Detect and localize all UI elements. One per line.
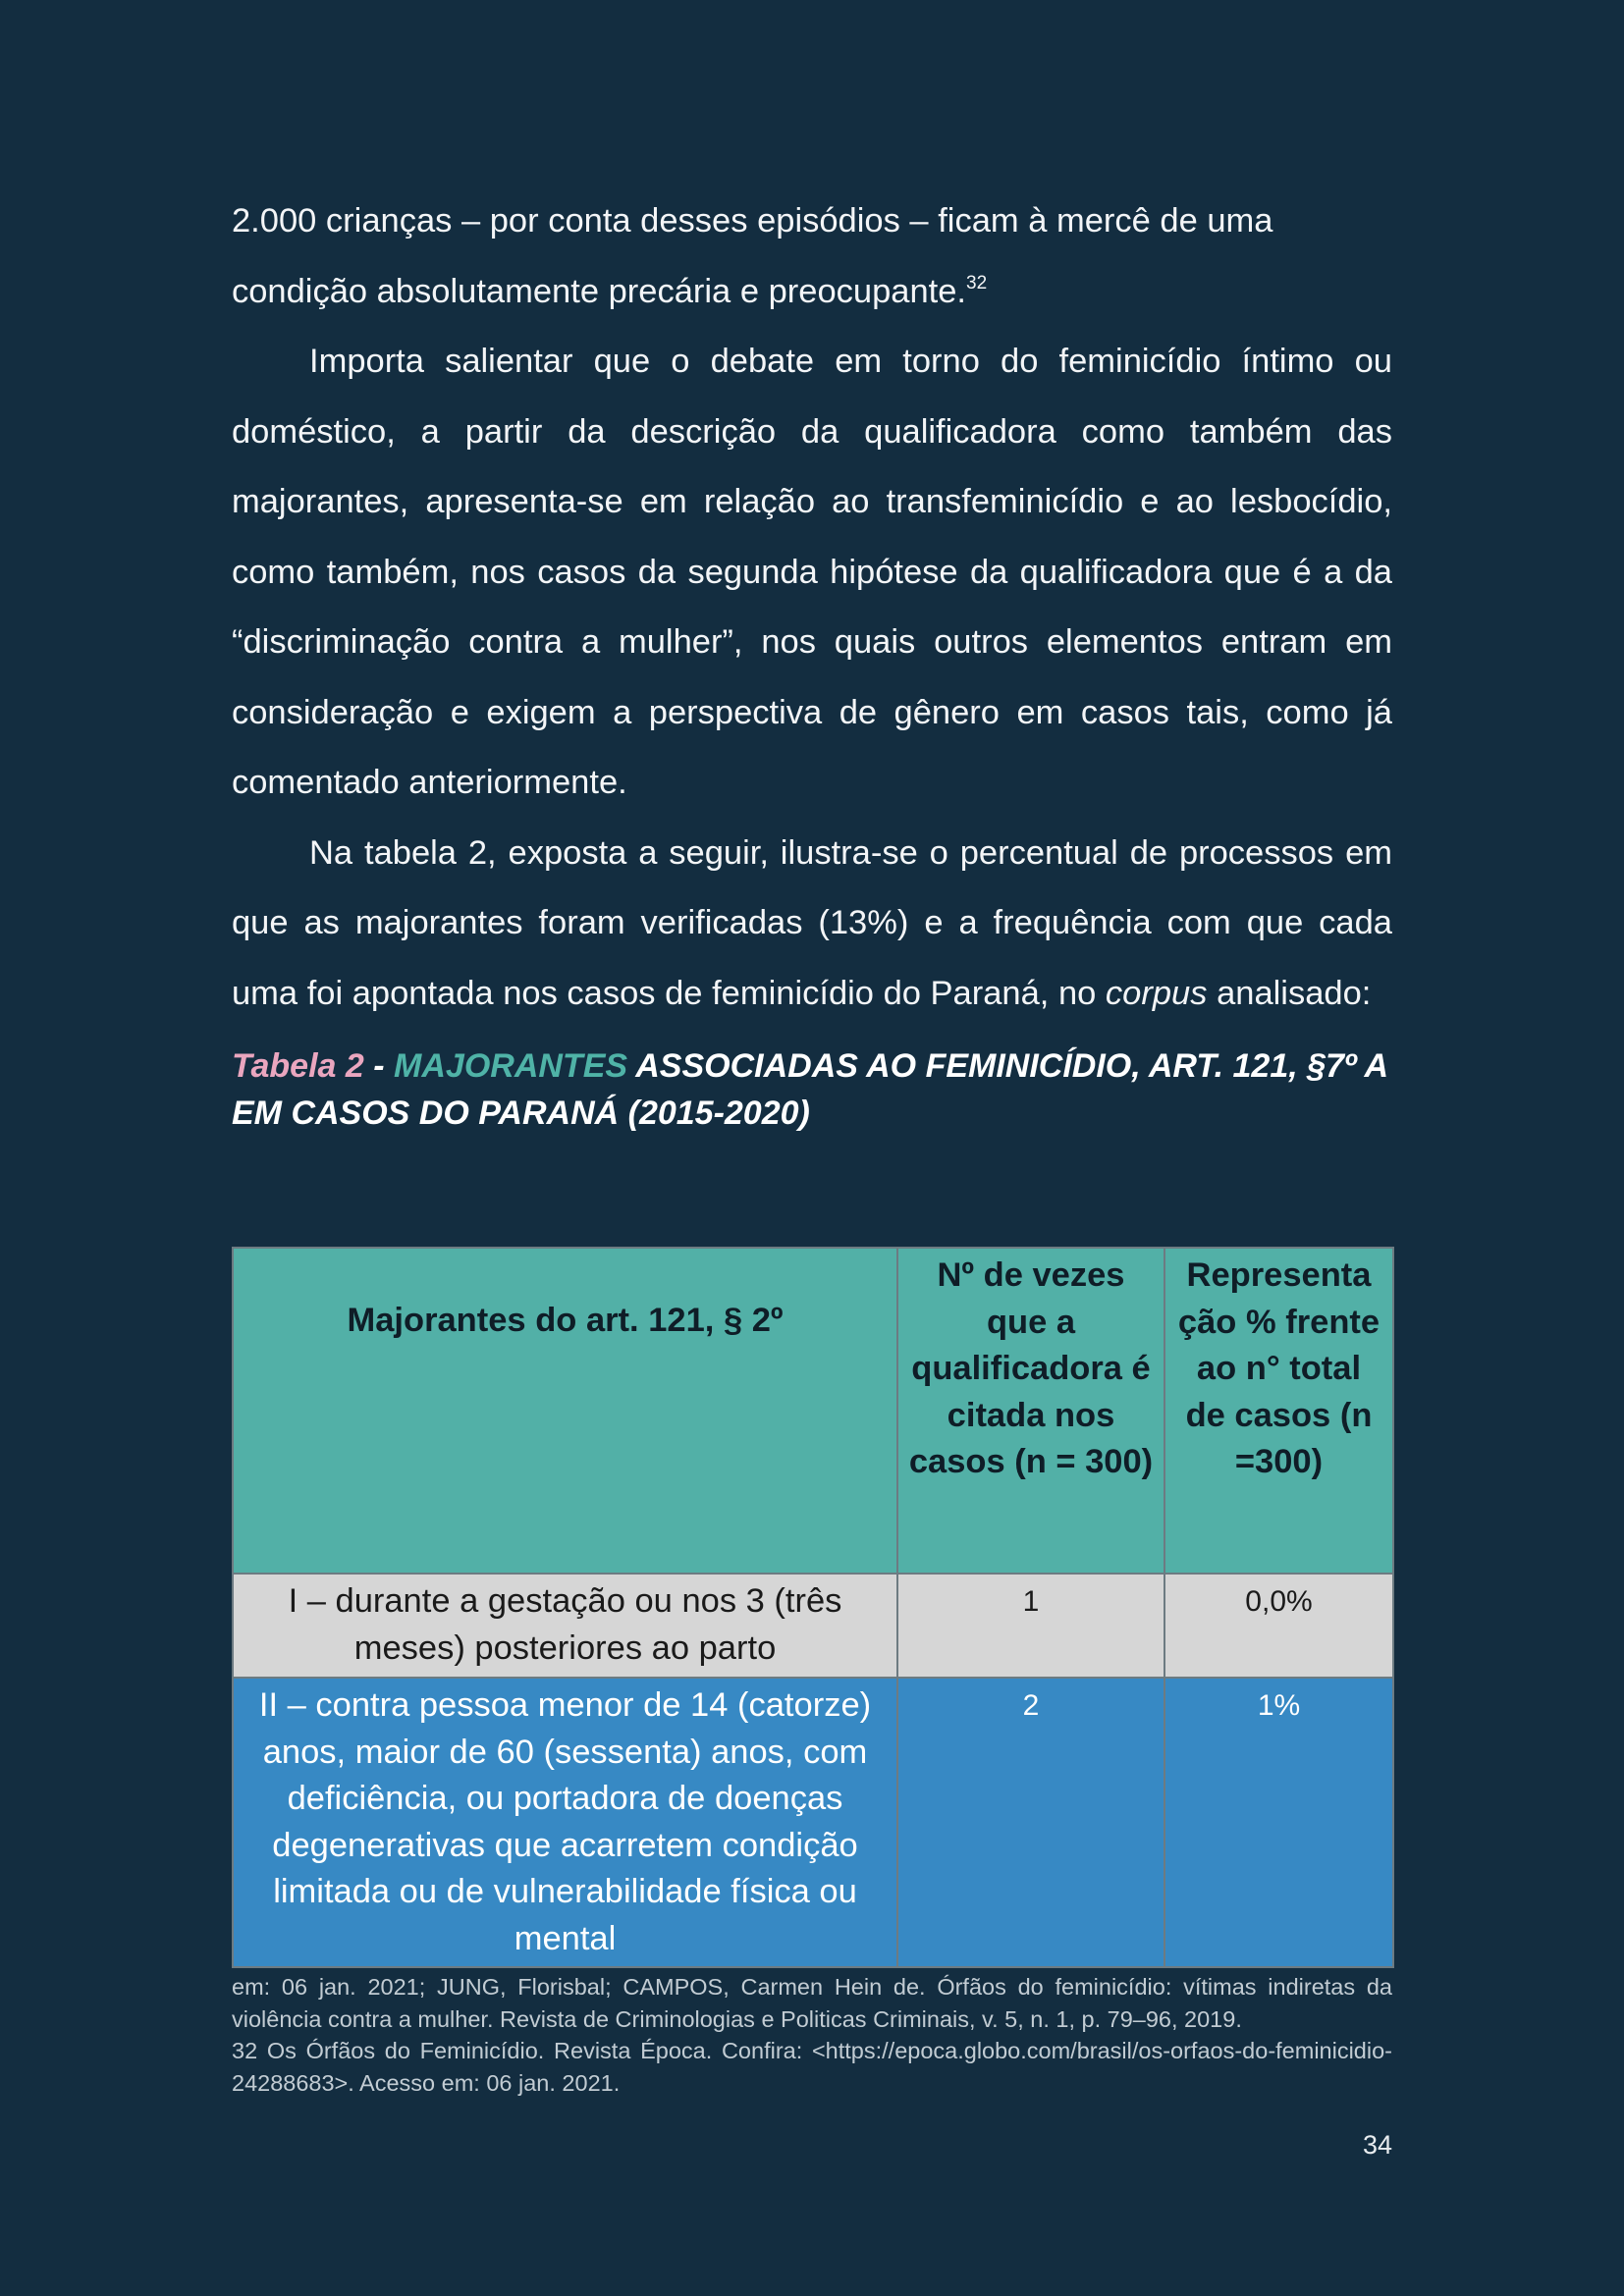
paragraph-1 (232, 187, 1392, 327)
majorantes-table (232, 1247, 1394, 1968)
row-2-count: 2 (897, 1678, 1164, 1967)
header-count: Nº de vezes que a qualificadora é citada nos casos (n = 300) (897, 1248, 1164, 1574)
row-2-majorante: II – contra pessoa menor de 14 (catorze) anos, maior de 60 (sessenta) anos, com deficiência, ou portadora de doenças degenerativas que acarretem condição limitada ou de vulnerabilidade física ou mental (233, 1678, 897, 1967)
footnote-32: 32 Os Órfãos do Feminicídio. Revista Época. Confira: <https://epoca.globo.com/brasil/os-orfaos-do-feminicidio-24288683>. Acesso em: 06 jan. 2021. (232, 2038, 1392, 2096)
table-caption (232, 1042, 1392, 1137)
header-majorantes: Majorantes do art. 121, § 2º (233, 1248, 897, 1574)
paragraph-3 (232, 819, 1392, 1030)
row-1-count: 1 (897, 1574, 1164, 1678)
row-2-percent: 1% (1164, 1678, 1393, 1967)
table-row (233, 1678, 1393, 1967)
paragraph-3-emphasis: corpus (1105, 974, 1208, 1012)
paragraph-1-line-2: condição absolutamente precária e preocupante. (232, 272, 966, 310)
row-1-percent: 0,0% (1164, 1574, 1393, 1678)
paragraph-1-line-1: 2.000 crianças – por conta desses episódios – ficam à mercê de uma (232, 202, 1273, 240)
table-row (233, 1574, 1393, 1678)
paragraph-3-end: analisado: (1207, 974, 1372, 1012)
table-header-row (233, 1248, 1393, 1574)
footnote-continuation: em: 06 jan. 2021; JUNG, Florisbal; CAMPOS, Carmen Hein de. Órfãos do feminicídio: vítimas indiretas da violência contra a mulher. Revista de Criminologias e Politicas Criminais, v. 5, n. 1, p. 79–96, 2019. (232, 1974, 1392, 2032)
caption-label: Tabela 2 (232, 1047, 364, 1085)
caption-separator: - (363, 1047, 395, 1085)
row-1-majorante: I – durante a gestação ou nos 3 (três meses) posteriores ao parto (233, 1574, 897, 1678)
paragraph-2: Importa salientar que o debate em torno do feminicídio íntimo ou doméstico, a partir da descrição da qualificadora como também das majorantes, apresenta-se em relação ao transfeminicídio e ao lesbocídio, como também, nos casos da segunda hipótese da qualificadora que é a da “discriminação contra a mulher”, nos quais outros elementos entram em consideração e exigem a perspectiva de gênero em casos tais, como já comentado anteriormente. (232, 343, 1392, 801)
footnote-ref-32[interactable]: 32 (966, 272, 988, 294)
paragraph-3-text: Na tabela 2, exposta a seguir, ilustra-se o percentual de processos em que as majorantes foram verificadas (13%) e a frequência com que cada uma foi apontada nos casos de feminicídio do Paraná, no (232, 833, 1392, 1012)
caption-title: ASSOCIADAS AO FEMINICÍDIO, ART. 121, §7º A EM CASOS DO PARANÁ (2015-2020) (232, 1047, 1387, 1132)
caption-keyword: MAJORANTES (394, 1047, 628, 1085)
page-number: 34 (1362, 2130, 1392, 2160)
footnotes (232, 1971, 1392, 2099)
main-text (232, 187, 1392, 1137)
header-percent: Representa ção % frente ao n° total de casos (n =300) (1164, 1248, 1393, 1574)
